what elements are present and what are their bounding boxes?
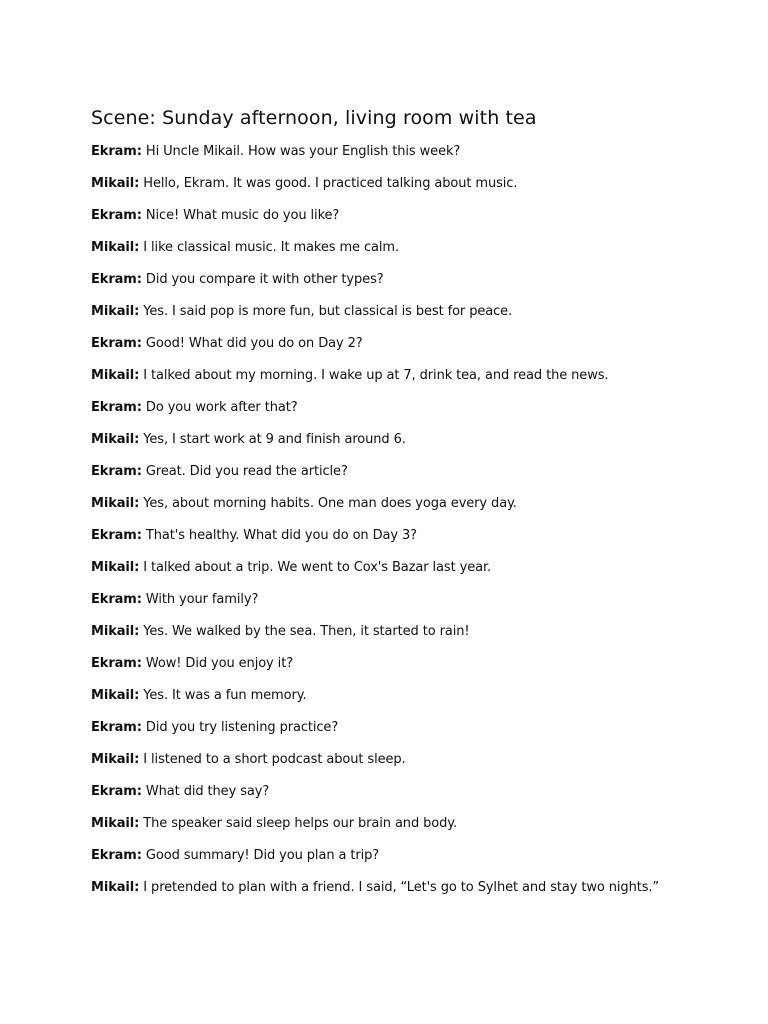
dialogue-text: Do you work after that? bbox=[145, 400, 298, 415]
speaker-name: Mikail: bbox=[91, 176, 140, 191]
dialogue-line bbox=[91, 335, 751, 367]
dialogue-line bbox=[91, 527, 751, 559]
dialogue-text: Good! What did you do on Day 2? bbox=[145, 336, 363, 351]
speaker-name: Ekram: bbox=[91, 208, 142, 223]
speaker-name: Ekram: bbox=[91, 144, 142, 159]
dialogue-line bbox=[91, 559, 751, 591]
dialogue-line bbox=[91, 239, 751, 271]
dialogue-line bbox=[91, 495, 751, 527]
speaker-name: Ekram: bbox=[91, 656, 142, 671]
speaker-name: Mikail: bbox=[91, 688, 140, 703]
dialogue-text: Great. Did you read the article? bbox=[145, 464, 348, 479]
dialogue-text: Nice! What music do you like? bbox=[145, 208, 340, 223]
dialogue-line bbox=[91, 655, 751, 687]
speaker-name: Ekram: bbox=[91, 336, 142, 351]
dialogue-text: I like classical music. It makes me calm. bbox=[143, 240, 399, 255]
dialogue-text: With your family? bbox=[145, 592, 259, 607]
speaker-name: Mikail: bbox=[91, 816, 140, 831]
dialogue-line bbox=[91, 143, 751, 175]
dialogue-text: I pretended to plan with a friend. I said, “Let's go to Sylhet and stay two nights.” bbox=[143, 880, 660, 895]
dialogue-line bbox=[91, 751, 751, 783]
dialogue-line bbox=[91, 431, 751, 463]
dialogue-list bbox=[91, 143, 751, 911]
dialogue-text: Did you compare it with other types? bbox=[145, 272, 384, 287]
dialogue-line bbox=[91, 879, 751, 911]
dialogue-text: That's healthy. What did you do on Day 3? bbox=[145, 528, 417, 543]
speaker-name: Ekram: bbox=[91, 464, 142, 479]
dialogue-text: Hello, Ekram. It was good. I practiced talking about music. bbox=[143, 176, 518, 191]
document-page bbox=[91, 105, 751, 911]
dialogue-line bbox=[91, 399, 751, 431]
dialogue-text: I talked about a trip. We went to Cox's Bazar last year. bbox=[143, 560, 492, 575]
dialogue-text: The speaker said sleep helps our brain and body. bbox=[143, 816, 458, 831]
speaker-name: Mikail: bbox=[91, 432, 140, 447]
scene-title: Scene: Sunday afternoon, living room with tea bbox=[91, 107, 537, 129]
speaker-name: Ekram: bbox=[91, 720, 142, 735]
speaker-name: Ekram: bbox=[91, 784, 142, 799]
dialogue-text: Yes, about morning habits. One man does yoga every day. bbox=[143, 496, 517, 511]
speaker-name: Mikail: bbox=[91, 496, 140, 511]
dialogue-text: I listened to a short podcast about sleep. bbox=[143, 752, 406, 767]
dialogue-line bbox=[91, 463, 751, 495]
speaker-name: Ekram: bbox=[91, 272, 142, 287]
dialogue-text: Hi Uncle Mikail. How was your English this week? bbox=[145, 144, 461, 159]
speaker-name: Ekram: bbox=[91, 528, 142, 543]
dialogue-line bbox=[91, 367, 751, 399]
dialogue-line bbox=[91, 815, 751, 847]
speaker-name: Mikail: bbox=[91, 880, 140, 895]
dialogue-line bbox=[91, 207, 751, 239]
dialogue-line bbox=[91, 847, 751, 879]
speaker-name: Mikail: bbox=[91, 368, 140, 383]
dialogue-line bbox=[91, 719, 751, 751]
dialogue-line bbox=[91, 687, 751, 719]
dialogue-text: Yes, I start work at 9 and finish around 6. bbox=[143, 432, 406, 447]
speaker-name: Mikail: bbox=[91, 304, 140, 319]
dialogue-text: Yes. I said pop is more fun, but classical is best for peace. bbox=[143, 304, 513, 319]
dialogue-text: Wow! Did you enjoy it? bbox=[145, 656, 293, 671]
dialogue-line bbox=[91, 303, 751, 335]
speaker-name: Ekram: bbox=[91, 848, 142, 863]
dialogue-text: Did you try listening practice? bbox=[145, 720, 339, 735]
dialogue-text: Yes. It was a fun memory. bbox=[143, 688, 307, 703]
speaker-name: Ekram: bbox=[91, 400, 142, 415]
dialogue-line bbox=[91, 175, 751, 207]
speaker-name: Mikail: bbox=[91, 624, 140, 639]
dialogue-line bbox=[91, 783, 751, 815]
dialogue-text: Yes. We walked by the sea. Then, it started to rain! bbox=[143, 624, 470, 639]
dialogue-line bbox=[91, 591, 751, 623]
dialogue-line bbox=[91, 623, 751, 655]
speaker-name: Mikail: bbox=[91, 240, 140, 255]
dialogue-text: I talked about my morning. I wake up at 7, drink tea, and read the news. bbox=[143, 368, 609, 383]
dialogue-text: Good summary! Did you plan a trip? bbox=[145, 848, 380, 863]
speaker-name: Ekram: bbox=[91, 592, 142, 607]
dialogue-text: What did they say? bbox=[145, 784, 270, 799]
speaker-name: Mikail: bbox=[91, 560, 140, 575]
dialogue-line bbox=[91, 271, 751, 303]
speaker-name: Mikail: bbox=[91, 752, 140, 767]
